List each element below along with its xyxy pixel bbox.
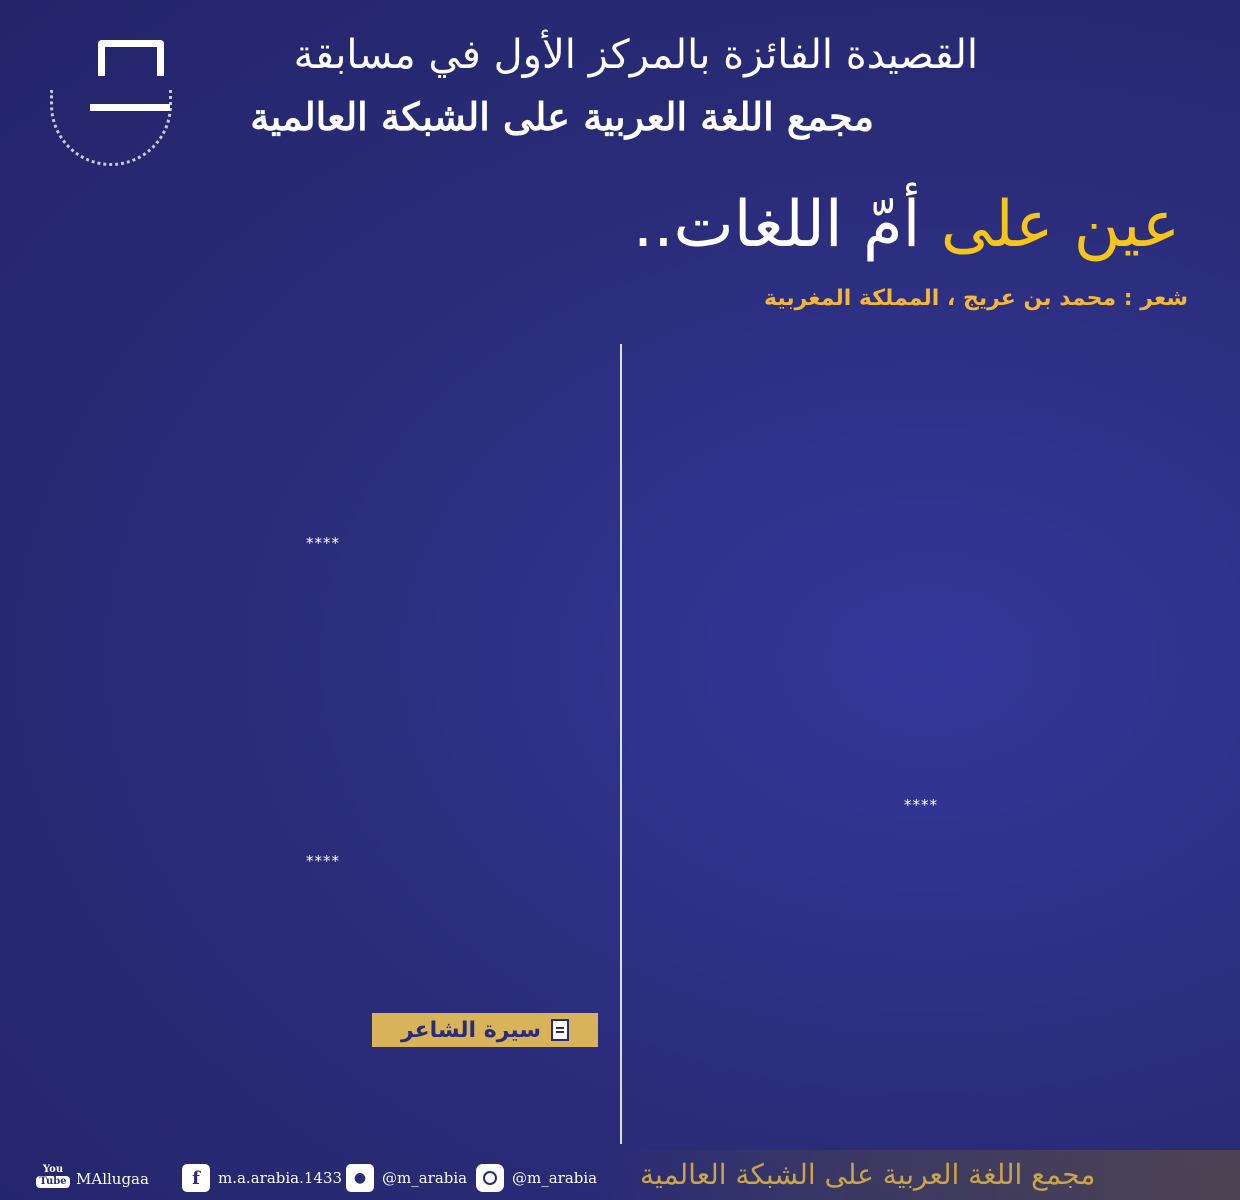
twitter-icon: ● [346, 1164, 374, 1192]
twitter-link[interactable] [346, 1164, 467, 1192]
facebook-link[interactable] [182, 1164, 342, 1192]
logo-calligraphy-ring [50, 90, 172, 166]
youtube-handle: MAllugaa [76, 1170, 149, 1188]
organization-logo [46, 36, 176, 166]
section-separator: **** [904, 796, 938, 814]
youtube-link[interactable] [38, 1164, 149, 1194]
logo-mark [98, 40, 164, 76]
twitter-handle: @m_arabia [382, 1169, 468, 1187]
column-divider [620, 344, 622, 1144]
poem-title-rest: أمّ اللغات.. [632, 188, 921, 262]
notepad-icon [551, 1019, 569, 1041]
poem-title-highlight: عين على [940, 188, 1180, 262]
competition-subtitle: القصيدة الفائزة بالمركز الأول في مسابقة [293, 32, 978, 78]
facebook-handle: m.a.arabia.1433 [218, 1169, 343, 1187]
instagram-link[interactable] [476, 1164, 597, 1192]
facebook-icon: f [182, 1164, 210, 1192]
instagram-handle: @m_arabia [512, 1169, 598, 1187]
poem-title [633, 188, 1180, 262]
section-separator: **** [306, 852, 340, 870]
poem-author: شعر : محمد بن عريج ، المملكة المغربية [764, 286, 1188, 311]
youtube-icon: You Tube [38, 1164, 68, 1194]
organization-name: مجمع اللغة العربية على الشبكة العالمية [250, 94, 874, 139]
footer-calligraphy-band: مجمع اللغة العربية على الشبكة العالمية [600, 1150, 1240, 1200]
bio-title: سيرة الشاعر [400, 1017, 542, 1043]
instagram-icon [476, 1164, 504, 1192]
social-footer [0, 1150, 1240, 1200]
section-separator: **** [306, 534, 340, 552]
bio-heading-box [372, 1013, 598, 1047]
